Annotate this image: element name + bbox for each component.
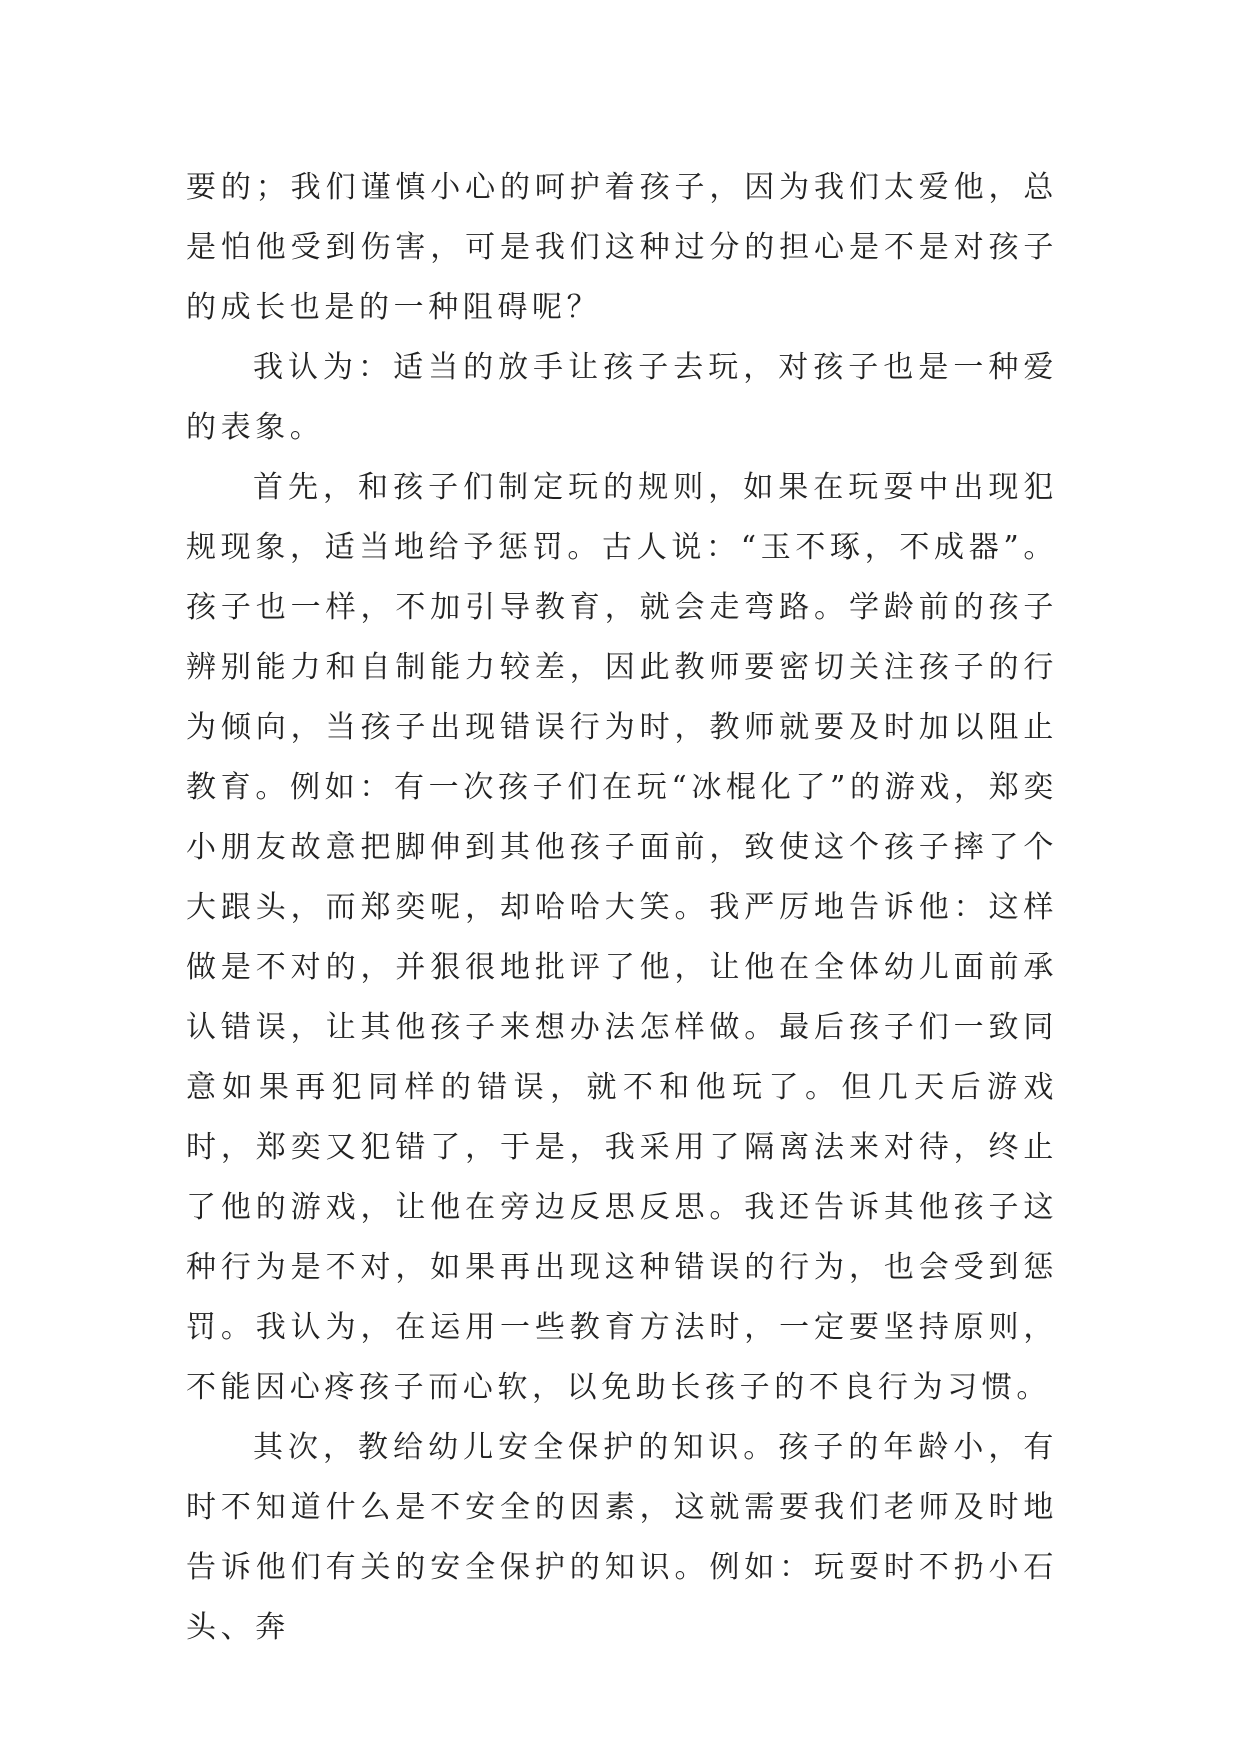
document-body: [186, 158, 1058, 1658]
paragraph-thesis: 我认为：适当的放手让孩子去玩，对孩子也是一种爱的表象。: [186, 350, 1058, 445]
paragraph-first-point: 首先，和孩子们制定玩的规则，如果在玩耍中出现犯规现象，适当地给予惩罚。古人说：“玉不琢，不成器”。孩子也一样，不加引导教育，就会走弯路。学龄前的孩子辨别能力和自制能力较差，因此教师要密切关注孩子的行为倾向，当孩子出现错误行为时，教师就要及时加以阻止教育。例如：有一次孩子们在玩“冰棍化了”的游戏，郑奕小朋友故意把脚伸到其他孩子面前，致使这个孩子摔了个大跟头，而郑奕呢，却哈哈大笑。我严厉地告诉他：这样做是不对的，并狠很地批评了他，让他在全体幼儿面前承认错误，让其他孩子来想办法怎样做。最后孩子们一致同意如果再犯同样的错误，就不和他玩了。但几天后游戏时，郑奕又犯错了，于是，我采用了隔离法来对待，终止了他的游戏，让他在旁边反思反思。我还告诉其他孩子这种行为是不对，如果再出现这种错误的行为，也会受到惩罚。我认为，在运用一些教育方法时，一定要坚持原则，不能因心疼孩子而心软，以免助长孩子的不良行为习惯。: [186, 470, 1058, 1405]
paragraph-continuation: 要的；我们谨慎小心的呵护着孩子，因为我们太爱他，总是怕他受到伤害，可是我们这种过分的担心是不是对孩子的成长也是的一种阻碍呢？: [186, 170, 1058, 325]
paragraph-second-point: 其次，教给幼儿安全保护的知识。孩子的年龄小，有时不知道什么是不安全的因素，这就需要我们老师及时地告诉他们有关的安全保护的知识。例如：玩耍时不扔小石头、奔: [186, 1430, 1058, 1645]
